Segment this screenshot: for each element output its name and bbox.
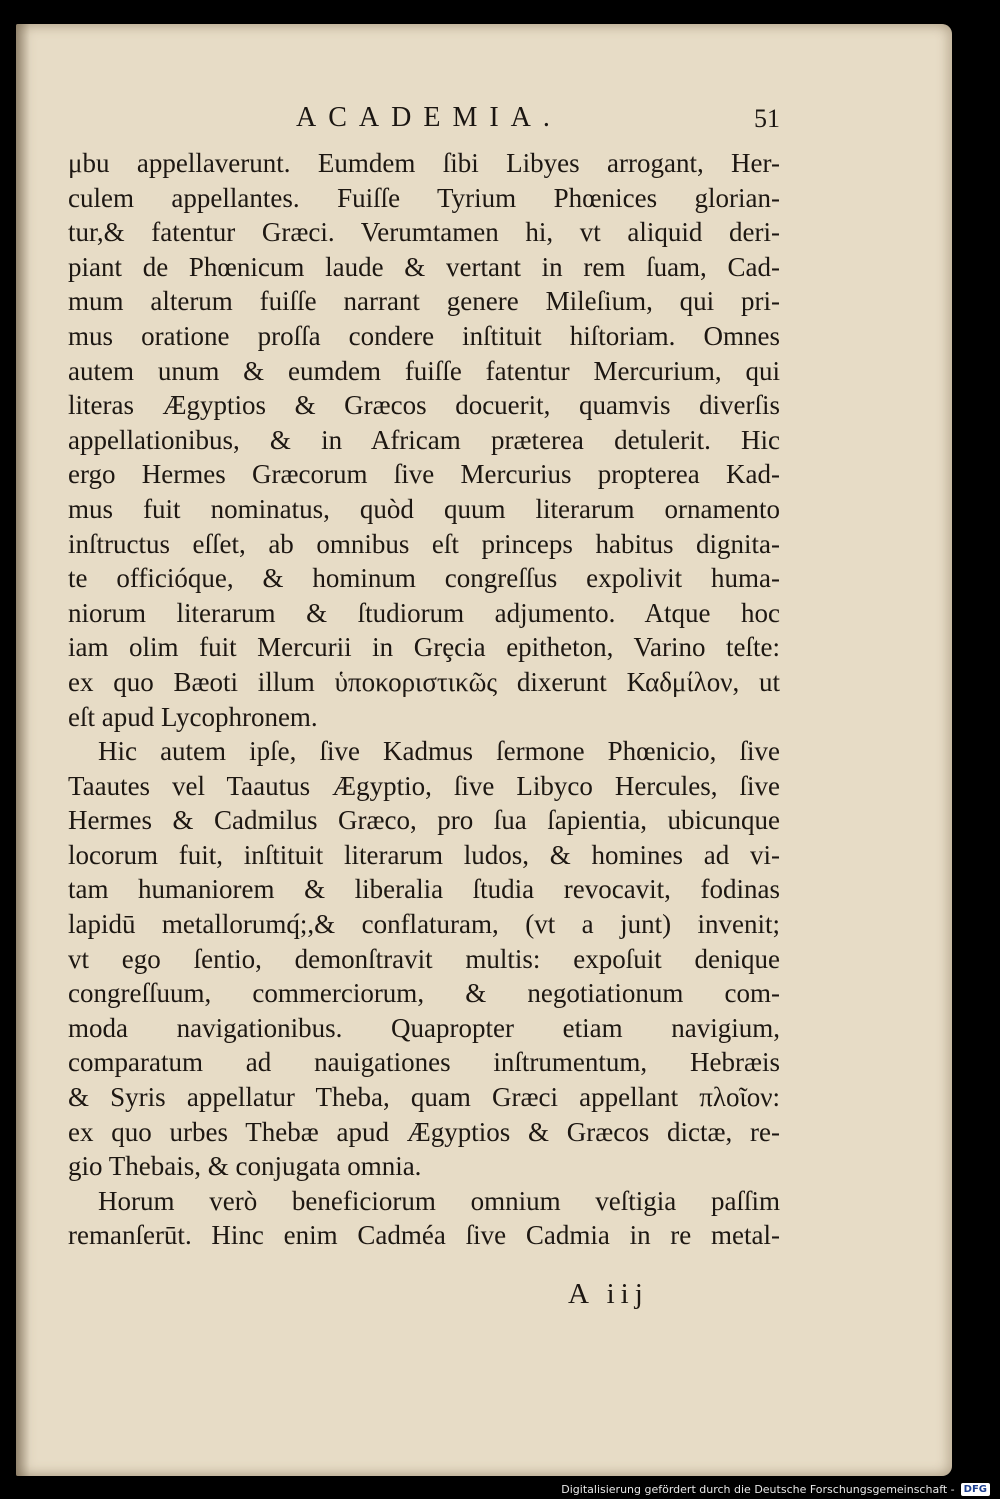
text-line: culem appellantes. Fuiſſe Tyrium Phœnices glorian- — [68, 182, 780, 213]
digitization-credit — [561, 1483, 990, 1496]
text-line: autem unum & eumdem fuiſſe fatentur Mercurium, qui — [68, 355, 780, 386]
text-line: iam olim fuit Mercurii in Grȩcia epitheton, Varino teſte: — [68, 632, 780, 663]
text-line: tam humaniorem & liberalia ſtudia revocavit, fodinas — [68, 874, 780, 905]
running-head: ACADEMIA. — [296, 102, 562, 133]
text-line: te officióque, & hominum congreſſus expolivit huma- — [68, 563, 780, 594]
text-line: eſt apud Lycophronem. — [68, 701, 318, 732]
text-line: Horum verò beneficiorum omnium veſtigia paſſim — [98, 1185, 780, 1216]
text-line: piant de Phœnicum laude & vertant in rem ſuam, Cad- — [68, 251, 780, 282]
page-body — [68, 146, 780, 1253]
text-line: mus fuit nominatus, quòd quum literarum ornamento — [68, 493, 780, 524]
text-line: inſtructus eſſet, ab omnibus eſt princeps habitus dignita- — [68, 528, 780, 559]
text-line: vt ego ſentio, demonſtravit multis: expoſuit denique — [68, 943, 780, 974]
text-line: Taautes vel Taautus Ægyptio, ſive Libyco Hercules, ſive — [68, 770, 780, 801]
dfg-logo-icon: DFG — [961, 1483, 990, 1496]
text-line: remanſerūt. Hinc enim Cadméa ſive Cadmia in re metal- — [68, 1220, 780, 1251]
book-page — [16, 24, 952, 1476]
text-line: comparatum ad nauigationes inſtrumentum, Hebræis — [68, 1047, 780, 1078]
text-line: locorum fuit, inſtituit literarum ludos, & homines ad vi- — [68, 839, 780, 870]
text-line: niorum literarum & ſtudiorum adjumento. Atque hoc — [68, 597, 780, 628]
text-line: tur,& fatentur Græci. Verumtamen hi, vt aliquid deri- — [68, 217, 780, 248]
text-line: lapidū metallorumq́;,& conflaturam, (vt a junt) invenit; — [68, 909, 780, 940]
text-line: Hic autem ipſe, ſive Kadmus ſermone Phœnicio, ſive — [98, 736, 780, 767]
text-line: appellationibus, & in Africam præterea detulerit. Hic — [68, 424, 780, 455]
text-line: moda navigationibus. Quapropter etiam navigium, — [68, 1012, 780, 1043]
text-line: & Syris appellatur Theba, quam Græci appellant πλοῖον: — [68, 1082, 780, 1113]
text-line: literas Ægyptios & Græcos docuerit, quamvis diverſis — [68, 390, 780, 421]
page-number: 51 — [754, 104, 780, 133]
text-line: mus oratione proſſa condere inſtituit hiſtoriam. Omnes — [68, 320, 780, 351]
text-line: ex quo urbes Thebæ apud Ægyptios & Græcos dictæ, re- — [68, 1116, 780, 1147]
text-line: gio Thebais, & conjugata omnia. — [68, 1151, 422, 1182]
credit-text: Digitalisierung gefördert durch die Deutsche Forschungsgemeinschaft - — [561, 1483, 955, 1496]
text-line: congreſſuum, commerciorum, & negotiationum com- — [68, 978, 780, 1009]
text-line: ex quo Bæoti illum ὑποκοριστικῶς dixerunt Καδμίλον, ut — [68, 666, 780, 697]
text-line: ergo Hermes Græcorum ſive Mercurius propterea Kad- — [68, 459, 780, 490]
text-line: mum alterum fuiſſe narrant genere Mileſium, qui pri- — [68, 286, 780, 317]
signature-mark: A iij — [568, 1278, 649, 1310]
text-line: μbu appellaverunt. Eumdem ſibi Libyes arrogant, Her- — [68, 148, 780, 178]
text-line: Hermes & Cadmilus Græco, pro ſua ſapientia, ubicunque — [68, 805, 780, 836]
